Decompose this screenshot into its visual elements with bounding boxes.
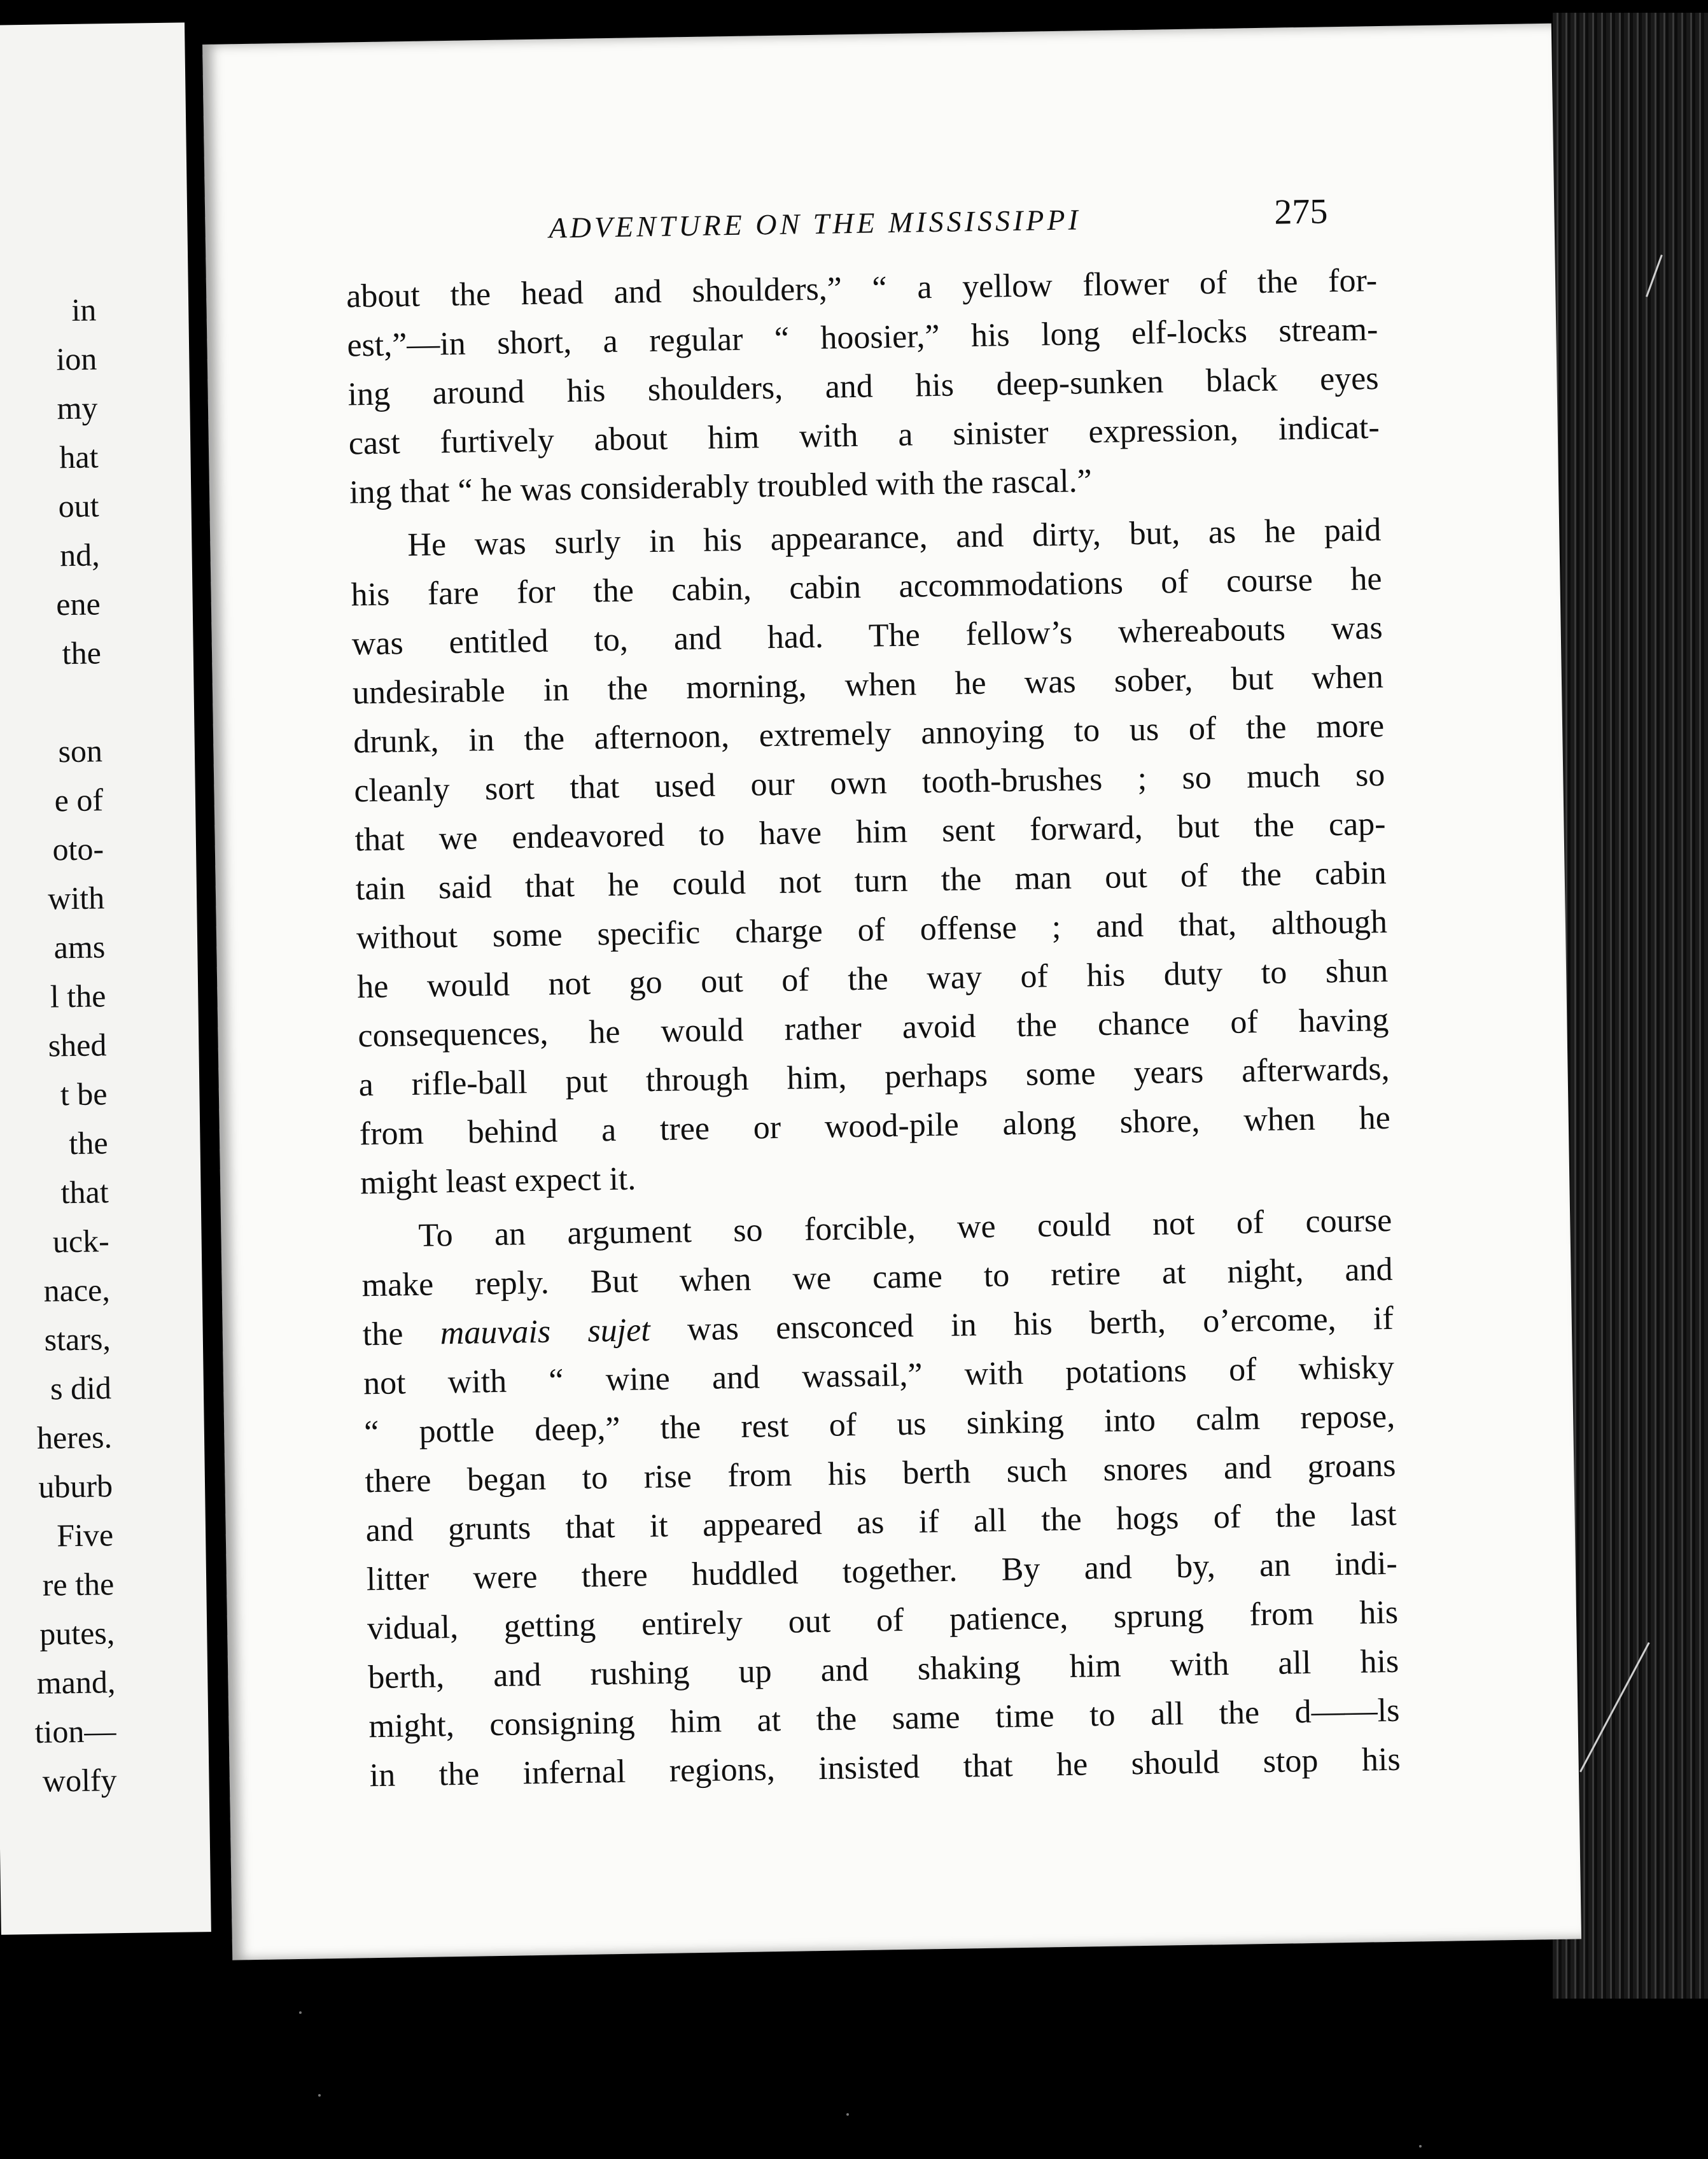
text-line: undesirable in the morning, when he was sober, but when (352, 658, 1384, 712)
left-line: that (60, 1174, 109, 1211)
text-line: berth, and rushing up and shaking him with all his (367, 1643, 1399, 1696)
text-line: “ pottle deep,” the rest of us sinking into calm repose, (363, 1398, 1396, 1451)
text-line: was entitled to, and had. The fellow’s whereabouts was (351, 609, 1383, 663)
left-line: wolfy (42, 1762, 117, 1799)
left-line: e of (54, 782, 104, 819)
left-line: the (69, 1125, 108, 1162)
page-body (346, 262, 1401, 1794)
text-line: cast furtively about him with a sinister expression, indicat- (348, 409, 1380, 462)
text-line: make reply. But when we came to retire at night, and (361, 1251, 1393, 1304)
page-number: 275 (1273, 192, 1328, 232)
text-line: not with “ wine and wassail,” with potations of whisky (363, 1349, 1395, 1402)
fore-edge-mark (1579, 1642, 1650, 1772)
book-page (202, 24, 1581, 1960)
text-line: a rifle-ball put through him, perhaps some years afterwards, (358, 1050, 1390, 1104)
left-line: t be (60, 1076, 108, 1113)
left-line: Five (56, 1517, 114, 1554)
text-line: ing that “ he was considerably troubled with the rascal.” (349, 463, 1093, 511)
left-line: nace, (43, 1272, 111, 1309)
text-line: his fare for the cabin, cabin accommodations of course he (351, 560, 1382, 614)
left-line: nd, (59, 537, 101, 573)
left-line: tion— (34, 1713, 116, 1750)
left-line: with (47, 880, 105, 917)
left-line: son (58, 733, 103, 770)
left-line: ion (56, 341, 97, 377)
left-line: shed (48, 1027, 107, 1064)
text-line: and grunts that it appeared as if all the hogs of the last (365, 1496, 1397, 1549)
left-line: putes, (39, 1615, 115, 1652)
text-line: cleanly sort that used our own tooth-brushes ; so much so (354, 756, 1385, 810)
left-line: hat (59, 439, 99, 475)
text-line: he would not go out of the way of his duty to shun (356, 952, 1389, 1006)
dust-speck (1419, 2145, 1422, 2148)
text-line: To an argument so forcible, we could not of course (417, 1202, 1392, 1254)
text-line: drunk, in the afternoon, extremely annoying to us of the more (353, 707, 1385, 761)
text-line: from behind a tree or wood-pile along shore, when he (359, 1099, 1391, 1153)
dust-speck (846, 2113, 849, 2116)
text-line: in the infernal regions, insisted that he should stop his (369, 1741, 1401, 1794)
text-line: He was surly in his appearance, and dirty, but, as he paid (407, 512, 1382, 564)
left-line: out (58, 488, 99, 524)
text-segment: the (362, 1315, 441, 1353)
text-line: tain said that he could not turn the man out of the cabin (355, 854, 1387, 908)
text-line: without some specific charge of offense ; and that, although (356, 903, 1388, 957)
text-line: litter were there huddled together. By and by, an indi- (366, 1545, 1398, 1598)
running-head: ADVENTURE ON THE MISSISSIPPI (549, 203, 1082, 244)
left-line: stars, (44, 1321, 111, 1358)
left-line: s did (50, 1370, 112, 1407)
left-line: ene (55, 586, 101, 622)
text-line: about the head and shoulders,” “ a yellow flower of the for- (346, 262, 1378, 315)
text-line: that we endeavored to have him sent forward, but the cap- (354, 805, 1386, 859)
dust-speck (299, 2011, 302, 2014)
left-page-text (0, 24, 117, 1799)
text-line: there began to rise from his berth such snores and groans (365, 1447, 1396, 1500)
text-segment: was ensconced in his berth, o’ercome, if (650, 1300, 1394, 1349)
text-line (362, 1300, 1394, 1353)
left-line: the (62, 635, 102, 672)
fore-edge-mark (1646, 255, 1663, 297)
text-line: vidual, getting entirely out of patience, sprung from his (367, 1594, 1399, 1647)
left-line: my (57, 390, 98, 426)
text-line: might least expect it. (360, 1160, 636, 1202)
left-line: uburb (38, 1468, 113, 1505)
left-line: heres. (36, 1419, 113, 1456)
left-line: re the (42, 1566, 115, 1603)
text-line: ing around his shoulders, and his deep-sunken black eyes (347, 360, 1379, 413)
text-line: might, consigning him at the same time to all the d——ls (368, 1692, 1400, 1745)
text-line: est,”—in short, a regular “ hoosier,” his long elf-locks stream- (347, 311, 1378, 364)
left-line: uck- (52, 1223, 110, 1260)
text-line: consequences, he would rather avoid the chance of having (358, 1001, 1389, 1055)
dust-speck (318, 2094, 321, 2097)
left-line: mand, (36, 1664, 116, 1701)
italic-phrase: mauvais sujet (440, 1312, 651, 1352)
left-line: ams (53, 929, 106, 966)
left-line: oto- (52, 831, 104, 868)
left-line: in (71, 292, 97, 328)
left-line: l the (50, 978, 106, 1015)
left-facing-page (0, 22, 211, 1934)
